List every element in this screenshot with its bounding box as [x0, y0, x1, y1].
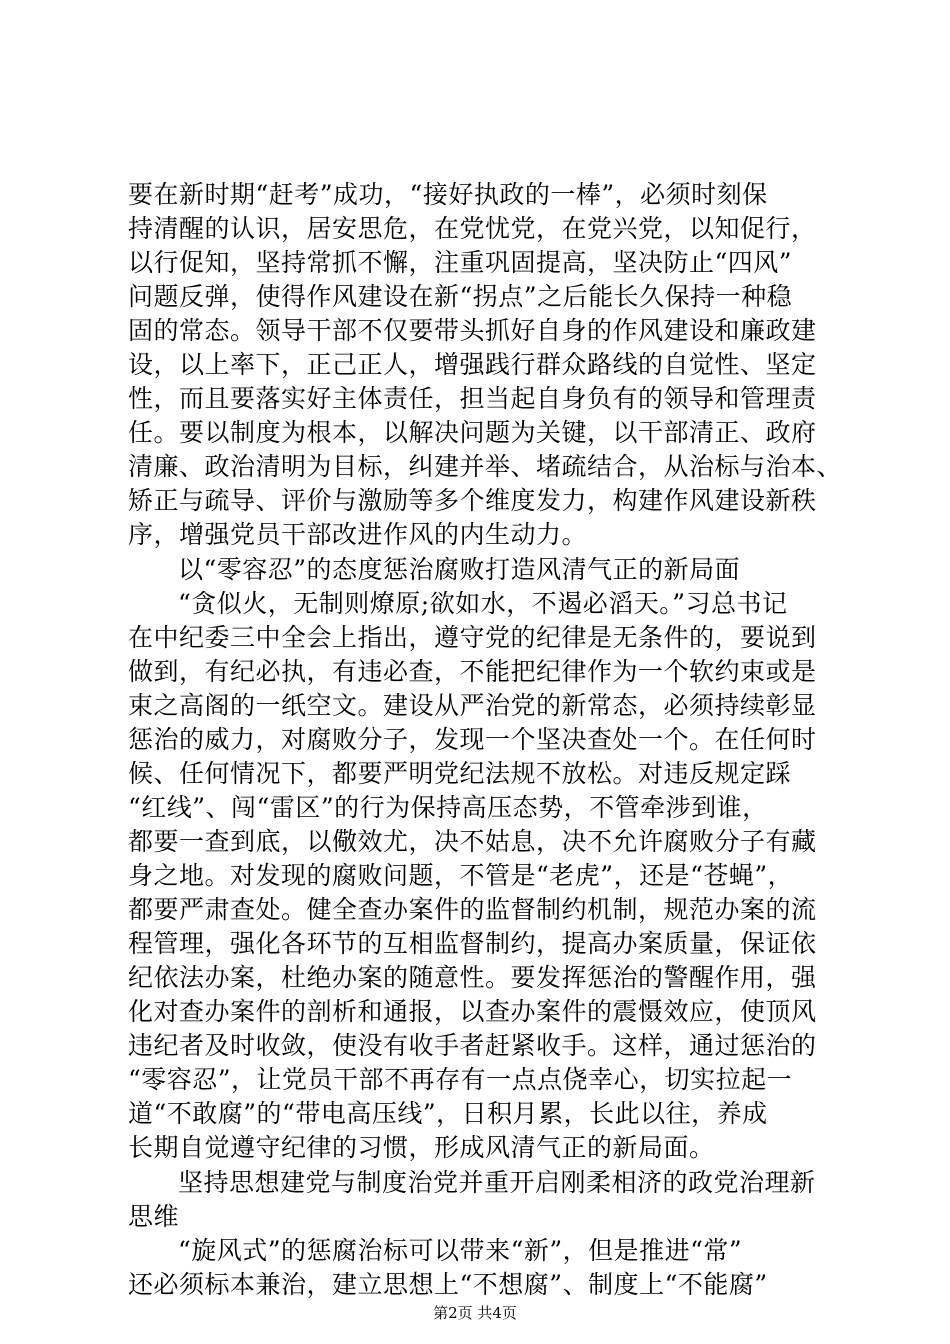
text-line: 以“零容忍”的态度惩治腐败打造风清气正的新局面 — [178, 555, 741, 584]
text-line: 都要严肃查处。健全查办案件的监督制约机制，规范办案的流 — [128, 895, 817, 924]
text-line: 做到，有纪必执，有违必查，不能把纪律作为一个软约束或是 — [128, 657, 817, 686]
text-line: 候、任何情况下，都要严明党纪法规不放松。对违反规定踩 — [128, 759, 792, 788]
text-line: 惩治的威力，对腐败分子，发现一个坚决查处一个。在任何时 — [128, 725, 817, 754]
text-line: “贪似火，无制则燎原;欲如水，不遏必滔天。”习总书记 — [178, 589, 788, 618]
text-line: “红线”、闯“雷区”的行为保持高压态势，不管牵涉到谁， — [128, 793, 768, 822]
text-line: 束之高阁的一纸空文。建设从严治党的新常态，必须持续彰显 — [128, 691, 817, 720]
text-line: “零容忍”，让党员干部不再存有一点点侥幸心，切实拉起一 — [128, 1065, 793, 1094]
page-footer: 第2页 共4页 — [433, 1304, 517, 1322]
text-line: 性，而且要落实好主体责任，担当起自身负有的领导和管理责 — [128, 384, 817, 413]
text-line: 身之地。对发现的腐败问题，不管是“老虎”，还是“苍蝇”， — [128, 861, 794, 890]
text-line: 问题反弹，使得作风建设在新“拐点”之后能长久保持一种稳 — [128, 282, 793, 311]
text-line: 程管理，强化各环节的互相监督制约，提高办案质量，保证依 — [128, 929, 817, 958]
text-line: 设，以上率下，正己正人，增强践行群众路线的自觉性、坚定 — [128, 350, 817, 379]
text-line: 清廉、政治清明为目标，纠建并举、堵疏结合，从治标与治本、 — [128, 452, 843, 481]
text-line: 在中纪委三中全会上指出，遵守党的纪律是无条件的，要说到 — [128, 623, 817, 652]
text-line: 坚持思想建党与制度治党并重开启刚柔相济的政党治理新 — [178, 1168, 816, 1197]
text-line: 矫正与疏导、评价与激励等多个维度发力，构建作风建设新秩 — [128, 486, 817, 515]
text-line: 以行促知，坚持常抓不懈，注重巩固提高，坚决防止“四风” — [128, 248, 793, 277]
text-line: “旋风式”的惩腐治标可以带来“新”，但是推进“常” — [178, 1236, 743, 1265]
text-line: 思维 — [128, 1202, 180, 1231]
text-line: 道“不敢腐”的“带电高压线”，日积月累，长此以往，养成 — [128, 1099, 768, 1128]
text-line: 违纪者及时收敛，使没有收手者赶紧收手。这样，通过惩治的 — [128, 1031, 817, 1060]
text-line: 还必须标本兼治，建立思想上“不想腐”、制度上“不能腐” — [128, 1270, 768, 1299]
text-line: 任。要以制度为根本，以解决问题为关键，以干部清正、政府 — [128, 418, 817, 447]
text-line: 要在新时期“赶考”成功，“接好执政的一棒”，必须时刻保 — [128, 180, 768, 209]
text-line: 长期自觉遵守纪律的习惯，形成风清气正的新局面。 — [128, 1133, 715, 1162]
text-line: 持清醒的认识，居安思危，在党忧党，在党兴党，以知促行， — [128, 214, 817, 243]
text-line: 纪依法办案，杜绝办案的随意性。要发挥惩治的警醒作用，强 — [128, 963, 817, 992]
text-line: 序，增强党员干部改进作风的内生动力。 — [128, 520, 588, 549]
text-line: 化对查办案件的剖析和通报，以查办案件的震慑效应，使顶风 — [128, 997, 817, 1026]
text-line: 都要一查到底，以儆效尤，决不姑息，决不允许腐败分子有藏 — [128, 827, 817, 856]
text-line: 固的常态。领导干部不仅要带头抓好自身的作风建设和廉政建 — [128, 316, 817, 345]
